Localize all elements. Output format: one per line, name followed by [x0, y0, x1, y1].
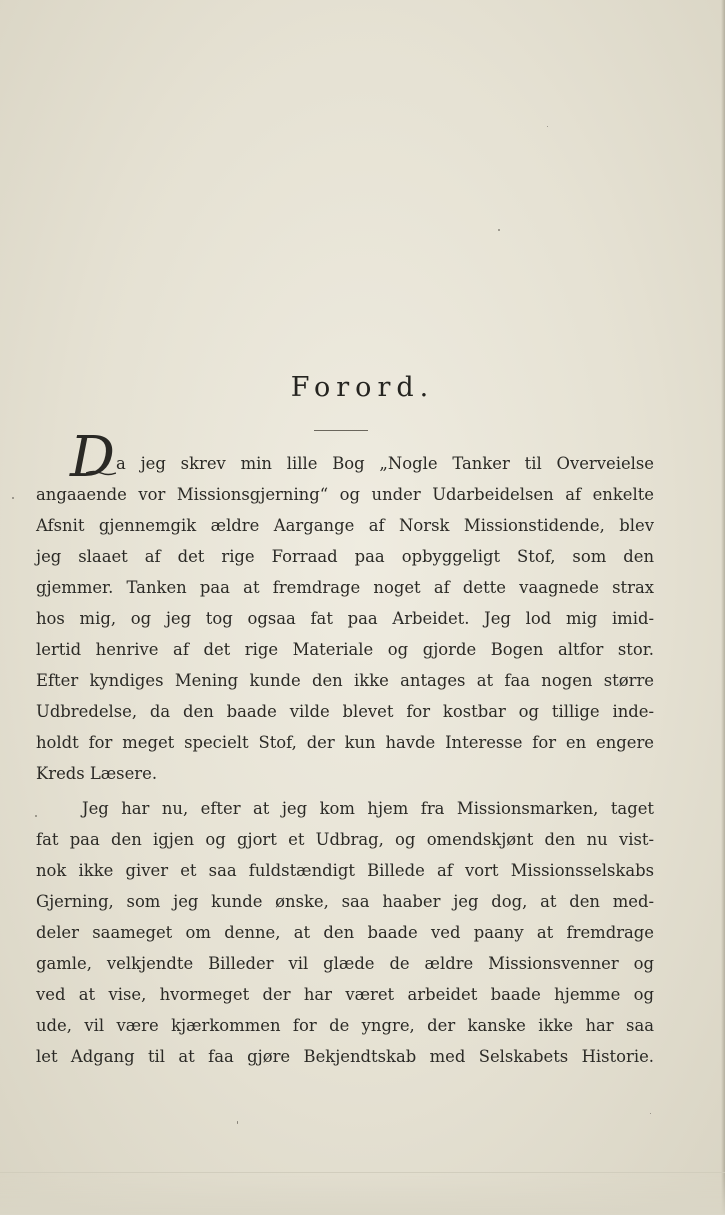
text-line: Afsnit gjennemgik ældre Aargange af Norsk Missionstidende, blev — [36, 516, 654, 535]
text-line: let Adgang til at faa gjøre Bekjendtskab med Selskabets Historie. — [36, 1047, 654, 1066]
page-bottom-edge — [0, 1172, 725, 1215]
text-line: Gjerning, som jeg kunde ønske, saa haaber jeg dog, at den med- — [36, 892, 654, 911]
ink-speck — [12, 497, 14, 499]
page-edge-shadow — [721, 0, 725, 1214]
text-line: fat paa den igjen og gjort et Udbrag, og omendskjønt den nu vist- — [36, 830, 654, 849]
text-line: jeg slaaet af det rige Forraad paa opbyggeligt Stof, som den — [36, 547, 654, 566]
text-line: deler saameget om denne, at den baade ved paany at fremdrage — [36, 923, 654, 942]
text-line: gjemmer. Tanken paa at fremdrage noget af dette vaagnede strax — [36, 578, 654, 597]
text-line: a jeg skrev min lille Bog „Nogle Tanker til Overveielse — [116, 454, 654, 473]
drop-cap: D — [70, 425, 115, 490]
text-line: Udbredelse, da den baade vilde blevet for kostbar og tillige inde- — [36, 702, 654, 721]
title-divider — [314, 430, 368, 431]
text-line: lertid henrive af det rige Materiale og gjorde Bogen altfor stor. — [36, 640, 654, 659]
drop-cap-swash-icon — [86, 470, 116, 476]
text-line: nok ikke giver et saa fuldstændigt Billede af vort Missionsselskabs — [36, 861, 654, 880]
ink-speck — [35, 815, 37, 817]
text-line: hos mig, og jeg tog ogsaa fat paa Arbeidet. Jeg lod mig imid- — [36, 609, 654, 628]
ink-speck — [237, 1121, 238, 1124]
text-line: ude, vil være kjærkommen for de yngre, der kanske ikke har saa — [36, 1016, 654, 1035]
text-line: ved at vise, hvormeget der har været arbeidet baade hjemme og — [36, 985, 654, 1004]
ink-speck — [650, 1113, 651, 1114]
text-line: Kreds Læsere. — [36, 764, 158, 783]
ink-speck — [547, 126, 548, 127]
text-line: holdt for meget specielt Stof, der kun havde Interesse for en engere — [36, 733, 654, 752]
text-line: Jeg har nu, efter at jeg kom hjem fra Missionsmarken, taget — [82, 799, 654, 818]
text-line: gamle, velkjendte Billeder vil glæde de ældre Missionsvenner og — [36, 954, 654, 973]
text-line: Efter kyndiges Mening kunde den ikke antages at faa nogen større — [36, 671, 654, 690]
ink-speck — [498, 229, 500, 231]
text-line: angaaende vor Missionsgjerning“ og under Udarbeidelsen af enkelte — [36, 485, 654, 504]
page-title: Forord. — [290, 372, 435, 403]
